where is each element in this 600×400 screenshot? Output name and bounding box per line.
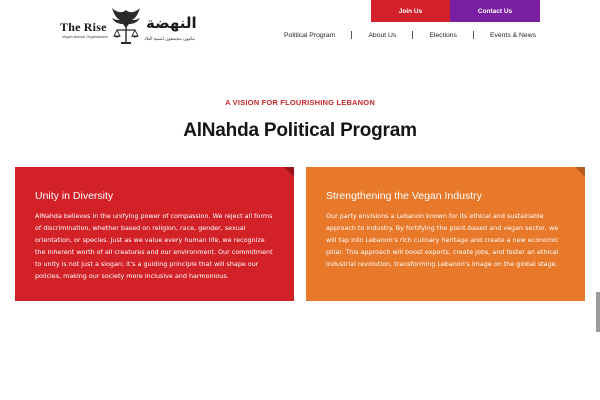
contact-us-button[interactable]: Contact Us (450, 0, 540, 22)
nav-item-elections[interactable]: Elections (429, 31, 457, 39)
logo-subtitle-ar: نباتيون مجتمعون لتنمية البلاد (144, 36, 195, 41)
join-us-button[interactable]: Join Us (371, 0, 450, 22)
logo-name-en: The Rise (60, 20, 107, 34)
card-title: Strengthening the Vegan Industry (326, 190, 482, 202)
section-tagline: A VISION FOR FLOURISHING LEBANON (225, 98, 375, 107)
site-logo[interactable] (60, 6, 200, 46)
program-card-unity (15, 167, 294, 301)
nav-item-events-news[interactable]: Events & News (489, 31, 537, 39)
card-title: Unity in Diversity (35, 190, 114, 202)
main-nav (268, 31, 552, 39)
nav-item-about-us[interactable]: About Us (368, 31, 397, 39)
card-body: AlNahda believes in the unifying power of compassion. We reject all forms of discrimination, whether based on religion, race, gender, sexual orientation, or species. Just as we value every human life, we recognize the inherent worth of all creatures and our environment. Our commitment to unity is not just a slogan; it's a guiding principle that will shape our policies, making our society more inclusive and harmonious. (35, 212, 273, 280)
card-corner-fold (575, 167, 585, 177)
scrollbar-thumb[interactable] (596, 292, 600, 332)
logo-subtitle-en: Vegan Animal Organisation (62, 35, 108, 39)
phoenix-scales-icon (110, 6, 142, 46)
program-card-vegan-industry (306, 167, 585, 301)
card-body: Our party envisions a Lebanon known for its ethical and sustainable approach to industry. By fortifying the plant-based and vegan sector, we will tap into Lebanon's rich culinary heritage and create a new economic pillar. This approach will boost exports, create jobs, and foster an ethical industrial revolution, transforming Lebanon's image on the global stage. (326, 212, 559, 268)
card-corner-fold (284, 167, 294, 177)
site-header (0, 0, 600, 56)
logo-name-ar: النهضة (146, 14, 197, 32)
nav-item-political-program[interactable]: Political Program (284, 31, 336, 39)
page-title: AlNahda Political Program (183, 120, 417, 141)
